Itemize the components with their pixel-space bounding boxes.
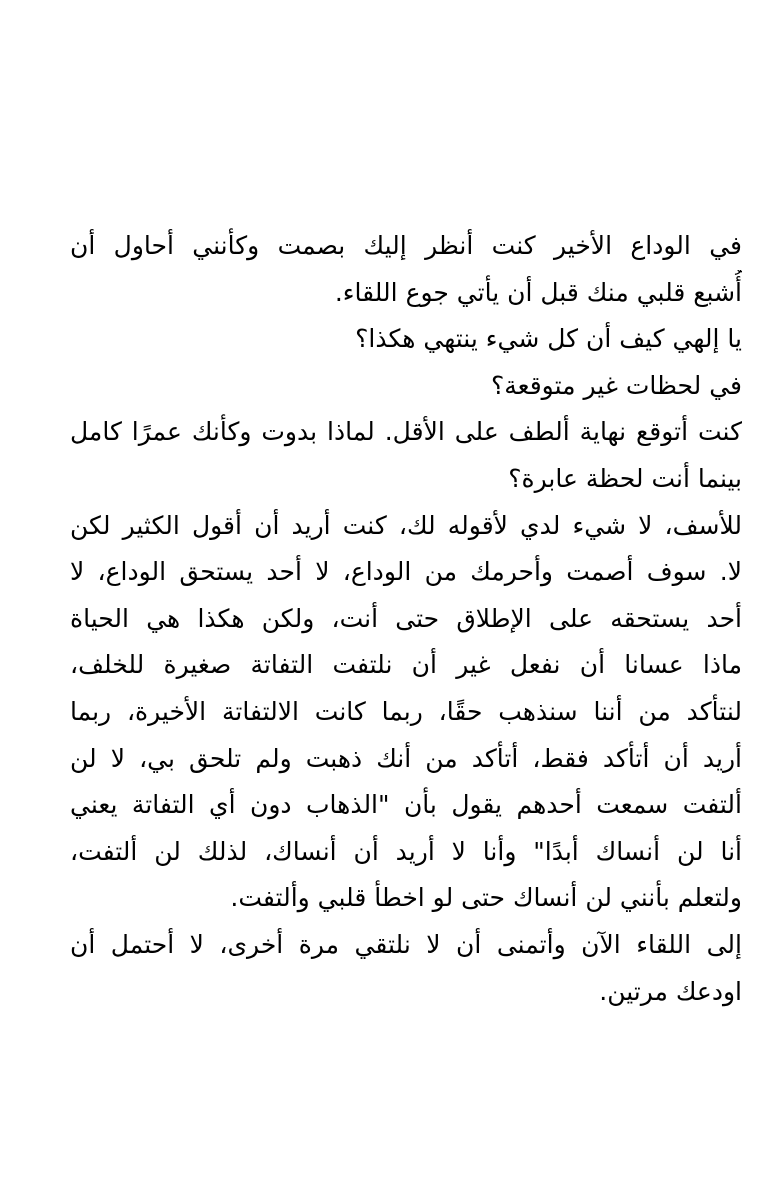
text-line: أحد يستحقه على الإطلاق حتى أنت، ولكن هكذا هي الحياة (70, 603, 742, 633)
text-line: في الوداع الأخير كنت أنظر إليك بصمت وكأنني أحاول أن (70, 231, 742, 260)
text-line: أريد أن أتأكد فقط، أتأكد من أنك ذهبت ولم تلحق بي، لا لن (70, 743, 742, 773)
text-line: أُشبع قلبي منك قبل أن يأتي جوع اللقاء. (334, 277, 742, 307)
text-line: في لحظات غير متوقعة؟ (491, 370, 742, 400)
text-line: بينما أنت لحظة عابرة؟ (508, 463, 742, 493)
text-line: ماذا عسانا أن نفعل غير أن نلتفت التفاتة صغيرة للخلف، (70, 650, 742, 680)
text-line: كنت أتوقع نهاية ألطف على الأقل. لماذا بدوت وكأنك عمرًا كامل (70, 417, 742, 447)
text-line: لا. سوف أصمت وأحرمك من الوداع، لا أحد يستحق الوداع، لا (70, 557, 742, 587)
text-line: يا إلهي كيف أن كل شيء ينتهي هكذا؟ (355, 324, 742, 354)
text-line: لنتأكد من أننا سنذهب حقًا، ربما كانت الالتفاتة الأخيرة، ربما (70, 696, 742, 726)
text-line: إلى اللقاء الآن وأتمنى أن لا نلتقي مرة أخرى، لا أحتمل أن (70, 929, 742, 959)
text-line: ألتفت سمعت أحدهم يقول بأن "الذهاب دون أي التفاتة يعني (70, 790, 742, 820)
text-line: للأسف، لا شيء لدي لأقوله لك، كنت أريد أن أقول الكثير لكن (70, 510, 742, 540)
text-body (70, 223, 742, 1015)
text-line: أنا لن أنساك أبدًا" وأنا لا أريد أن أنساك، لذلك لن ألتفت، (70, 836, 742, 866)
text-line: ولتعلم بأنني لن أنساك حتى لو اخطأ قلبي وألتفت. (230, 883, 742, 913)
text-line: اودعك مرتين. (599, 976, 742, 1006)
